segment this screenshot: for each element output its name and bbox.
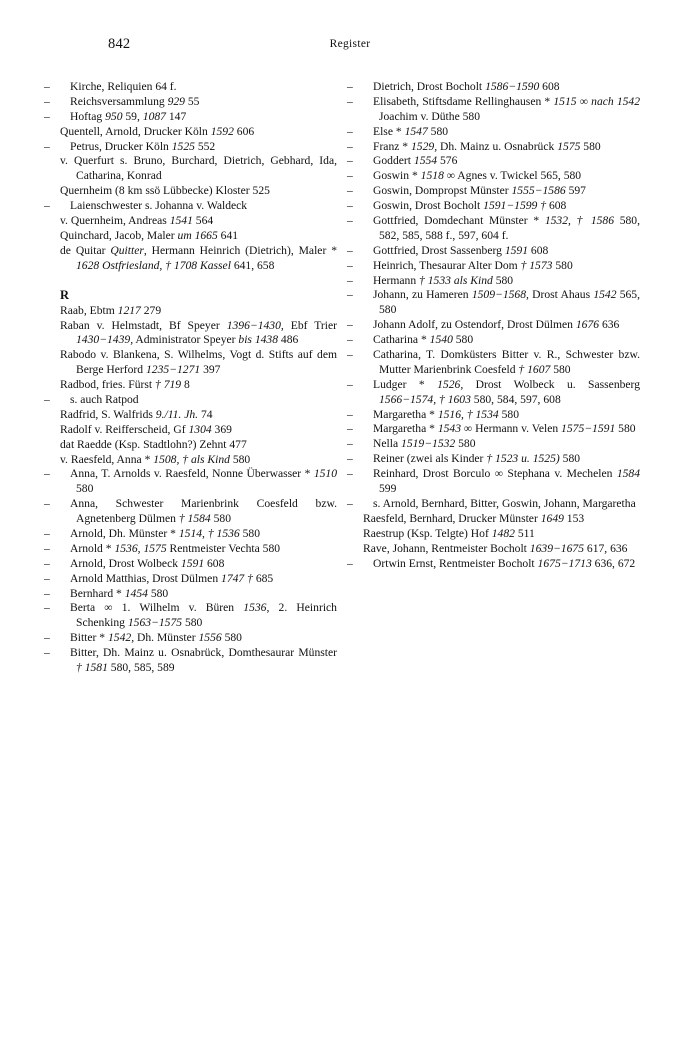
index-entry: Quinchard, Jacob, Maler um 1665 641 [60, 228, 239, 242]
dash-marker: – [347, 318, 353, 332]
dash-marker: – [347, 94, 353, 108]
index-subentry: – Heinrich, Thesaurar Alter Dom † 1573 580 [347, 258, 573, 272]
dash-marker: – [44, 94, 50, 108]
index-subentry: – Catharina * 1540 580 [347, 333, 474, 347]
index-subentry: – Ortwin Ernst, Rentmeister Bocholt 1675−1713 636, 672 [347, 556, 636, 570]
dash-marker: – [347, 80, 353, 93]
index-entry: dat Raedde (Ksp. Stadtlohn?) Zehnt 477 [60, 437, 247, 451]
index-entry: Radbod, fries. Fürst † 719 8 [60, 378, 190, 392]
dash-marker: – [44, 527, 50, 540]
dash-marker: – [44, 139, 50, 153]
index-subentry: – Anna, Schwester Marienbrink Coesfeld bzw. Agnetenberg Dülmen † 1584 580 [44, 497, 337, 526]
dash-marker: – [347, 243, 353, 257]
letter-heading: R [60, 287, 70, 302]
dash-marker: – [347, 184, 353, 198]
index-entry: Rave, Johann, Rentmeister Bocholt 1639−1675 617, 636 [363, 541, 628, 555]
dash-marker: – [347, 407, 353, 421]
index-subentry: – Goswin, Dompropst Münster 1555−1586 597 [347, 184, 586, 198]
index-subentry: – Margaretha * 1516, † 1534 580 [347, 407, 519, 421]
dash-marker: – [347, 422, 353, 436]
index-subentry: – Elisabeth, Stiftsdame Rellinghausen * 1515 ∞ nach 1542 Joachim v. Düthe 580 [347, 94, 641, 123]
index-column-right [347, 80, 641, 571]
index-subentry: – Johann Adolf, zu Ostendorf, Drost Dülmen 1676 636 [347, 318, 620, 332]
page-header [60, 36, 640, 66]
index-subentry: – Gottfried, Drost Sassenberg 1591 608 [347, 243, 549, 257]
dash-marker: – [44, 556, 50, 570]
page-number: 842 [108, 36, 131, 52]
index-subentry: – Reinhard, Drost Borculo ∞ Stephana v. Mechelen 1584 599 [347, 467, 640, 496]
index-entry: Radfrid, S. Walfrids 9./11. Jh. 74 [60, 407, 213, 421]
dash-marker: – [347, 377, 353, 391]
index-subentry: – Arnold Matthias, Drost Dülmen 1747 † 685 [44, 571, 274, 585]
index-subentry: – Berta ∞ 1. Wilhelm v. Büren 1536, 2. Heinrich Schenking 1563−1575 580 [44, 601, 337, 630]
dash-marker: – [44, 392, 50, 406]
dash-marker: – [347, 273, 353, 287]
dash-marker: – [44, 586, 50, 600]
index-entry: Radolf v. Reifferscheid, Gf 1304 369 [60, 422, 232, 436]
index-subentry: – Franz * 1529, Dh. Mainz u. Osnabrück 1575 580 [347, 139, 601, 153]
index-subentry: – Arnold * 1536, 1575 Rentmeister Vechta 580 [44, 541, 281, 555]
index-entry: Raab, Ebtm 1217 279 [60, 303, 162, 317]
dash-marker: – [347, 288, 353, 302]
index-entry: Raesfeld, Bernhard, Drucker Münster 1649 153 [363, 511, 585, 525]
index-subentry: – Margaretha * 1543 ∞ Hermann v. Velen 1575−1591 580 [347, 422, 636, 436]
dash-marker: – [347, 154, 353, 168]
dash-marker: – [44, 80, 50, 93]
index-entry: Quentell, Arnold, Drucker Köln 1592 606 [60, 124, 255, 138]
dash-marker: – [347, 124, 353, 138]
dash-marker: – [44, 571, 50, 585]
index-subentry: – Goswin, Drost Bocholt 1591−1599 † 608 [347, 199, 567, 213]
dash-marker: – [44, 497, 50, 511]
index-subentry: – Hoftag 950 59, 1087 147 [44, 109, 187, 123]
dash-marker: – [44, 631, 50, 645]
index-subentry: – Hermann † 1533 als Kind 580 [347, 273, 514, 287]
index-subentry: – Dietrich, Drost Bocholt 1586−1590 608 [347, 80, 560, 93]
index-subentry: – Bitter, Dh. Mainz u. Osnabrück, Domthesaurar Münster † 1581 580, 585, 589 [44, 646, 337, 675]
dash-marker: – [347, 199, 353, 213]
running-head: Register [329, 38, 371, 50]
index-column-left [44, 80, 337, 676]
index-subentry: – Bernhard * 1454 580 [44, 586, 169, 600]
dash-marker: – [347, 467, 353, 481]
index-subentry: – Petrus, Drucker Köln 1525 552 [44, 139, 216, 153]
index-subentry: – Nella 1519−1532 580 [347, 437, 476, 451]
dash-marker: – [347, 258, 353, 272]
index-subentry: – s. auch Ratpod [44, 392, 139, 406]
index-subentry: – Laienschwester s. Johanna v. Waldeck [44, 199, 248, 213]
dash-marker: – [347, 214, 353, 228]
index-entry: v. Quernheim, Andreas 1541 564 [60, 214, 214, 228]
dash-marker: – [347, 169, 353, 183]
index-subentry: – Kirche, Reliquien 64 f. [44, 80, 177, 93]
index-subentry: – Else * 1547 580 [347, 124, 449, 138]
dash-marker: – [44, 467, 50, 481]
index-subentry: – Arnold, Dh. Münster * 1514, † 1536 580 [44, 527, 261, 540]
dash-marker: – [347, 139, 353, 153]
index-entry: de Quitar Quitter, Hermann Heinrich (Dietrich), Maler * 1628 Ostfriesland, † 1708 Kassel 641, 658 [60, 243, 337, 272]
index-entry: Quernheim (8 km ssö Lübbecke) Kloster 525 [60, 184, 270, 198]
index-entry: v. Querfurt s. Bruno, Burchard, Dietrich, Gebhard, Ida, Catharina, Konrad [60, 154, 337, 183]
dash-marker: – [44, 199, 50, 213]
index-entry: Raestrup (Ksp. Telgte) Hof 1482 511 [363, 526, 535, 540]
dash-marker: – [44, 541, 50, 555]
dash-marker: – [44, 601, 50, 615]
dash-marker: – [347, 496, 353, 510]
index-subentry: – Gottfried, Domdechant Münster * 1532, † 1586 580, 582, 585, 588 f., 597, 604 f. [347, 214, 641, 242]
index-subentry: – Reiner (zwei als Kinder † 1523 u. 1525) 580 [347, 452, 581, 466]
dash-marker: – [347, 556, 353, 570]
index-subentry: – Catharina, T. Domküsters Bitter v. R., Schwester bzw. Mutter Marienbrink Coesfeld † 1607 580 [347, 348, 640, 376]
dash-marker: – [347, 333, 353, 347]
dash-marker: – [44, 109, 50, 123]
index-subentry: – Johann, zu Hameren 1509−1568, Drost Ahaus 1542 565, 580 [347, 288, 640, 317]
index-subentry: – Anna, T. Arnolds v. Raesfeld, Nonne Überwasser * 1510 580 [44, 467, 337, 496]
index-subentry: – s. Arnold, Bernhard, Bitter, Goswin, Johann, Margaretha [347, 496, 636, 510]
dash-marker: – [44, 646, 50, 660]
index-subentry: – Goddert 1554 576 [347, 154, 458, 168]
index-entry: v. Raesfeld, Anna * 1508, † als Kind 580 [60, 452, 251, 466]
index-subentry: – Arnold, Drost Wolbeck 1591 608 [44, 556, 225, 570]
index-entry: Raban v. Helmstadt, Bf Speyer 1396−1430, Ebf Trier 1430−1439, Administrator Speyer bis 1438 486 [60, 318, 337, 347]
index-subentry: – Goswin * 1518 ∞ Agnes v. Twickel 565, 580 [347, 169, 582, 183]
index-entry: Rabodo v. Blankena, S. Wilhelms, Vogt d. Stifts auf dem Berge Herford 1235−1271 397 [60, 348, 337, 377]
index-subentry: – Bitter * 1542, Dh. Münster 1556 580 [44, 631, 242, 645]
dash-marker: – [347, 452, 353, 466]
index-subentry: – Reichsversammlung 929 55 [44, 94, 200, 108]
index-columns [44, 80, 641, 676]
index-subentry: – Ludger * 1526, Drost Wolbeck u. Sassenberg 1566−1574, † 1603 580, 584, 597, 608 [347, 377, 641, 406]
dash-marker: – [347, 348, 353, 362]
dash-marker: – [347, 437, 353, 451]
